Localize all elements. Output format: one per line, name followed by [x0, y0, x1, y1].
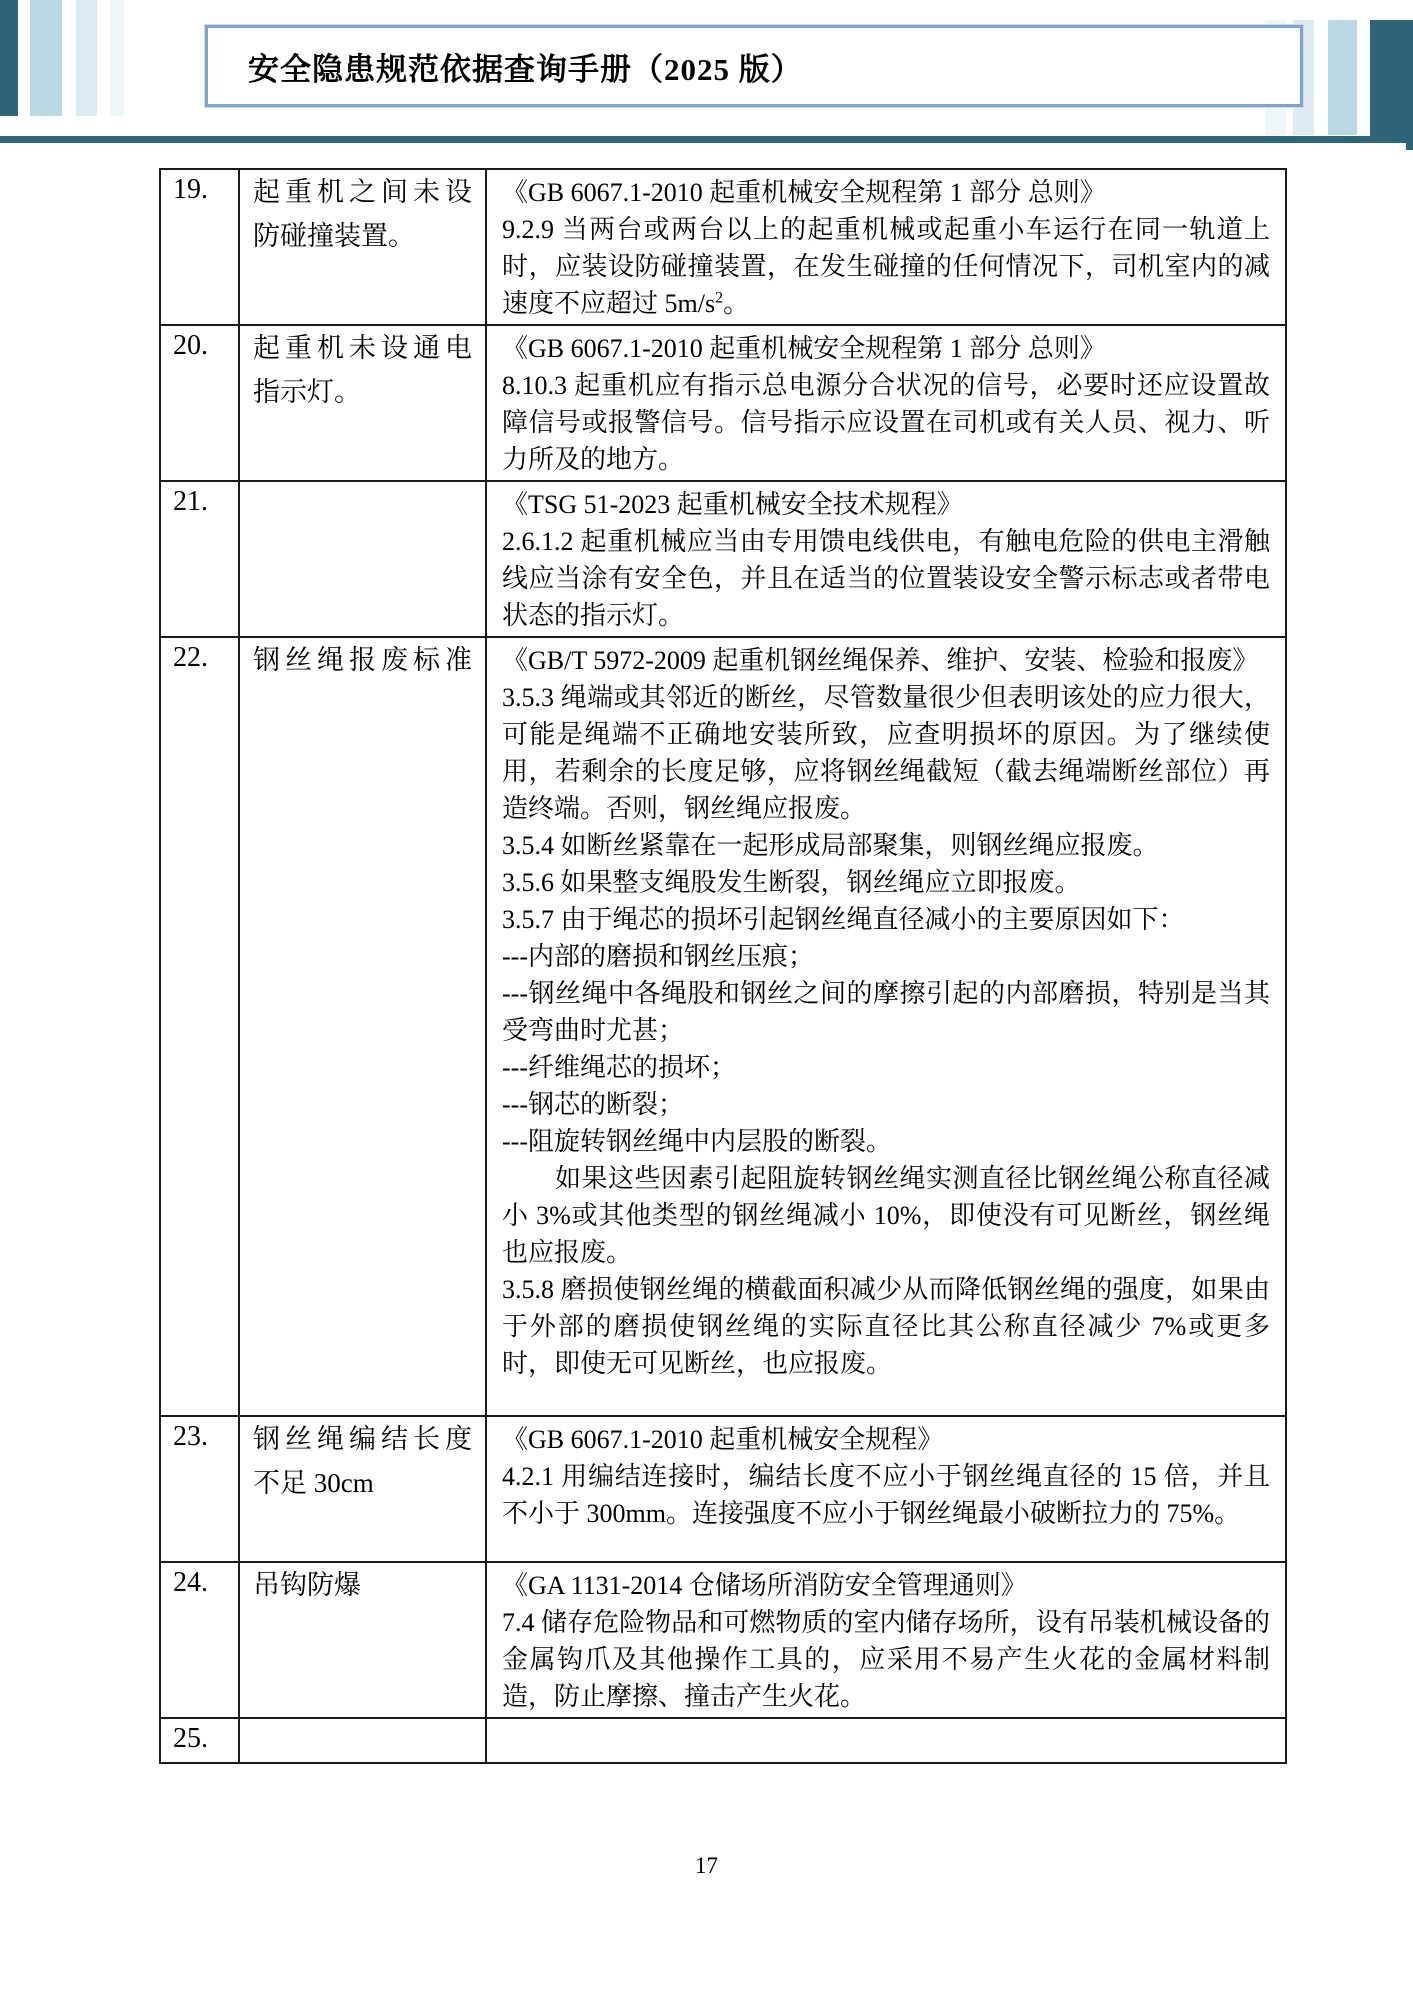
basis-paragraph: 4.2.1 用编结连接时，编结长度不应小于钢丝绳直径的 15 倍，并且不小于 300mm。连接强度不应小于钢丝绳最小破断拉力的 75%。	[502, 1462, 1270, 1528]
hazard-line: 指示灯。	[253, 377, 361, 407]
hazard-line: 起重机之间未设	[253, 177, 472, 207]
row-number: 21.	[160, 481, 239, 637]
basis-cell	[486, 1562, 1286, 1718]
basis-paragraph: 3.5.4 如断丝紧靠在一起形成局部聚集，则钢丝绳应报废。	[502, 831, 1159, 860]
basis-paragraph: ---阻旋转钢丝绳中内层股的断裂。	[502, 1127, 892, 1156]
header-stripe-right-1	[1328, 20, 1357, 135]
row-number: 19.	[160, 169, 239, 325]
basis-paragraph: 3.5.8 磨损使钢丝绳的横截面积减少从而降低钢丝绳的强度，如果由于外部的磨损使钢丝绳的实际直径比其公称直径减少 7%或更多时，即使无可见断丝，也应报废。	[502, 1275, 1270, 1378]
table-row-21	[160, 481, 1286, 637]
basis-paragraph: 8.10.3 起重机应有指示总电源分合状况的信号，必要时还应设置故障信号或报警信号。信号指示应设置在司机或有关人员、视力、听力所及的地方。	[502, 371, 1270, 474]
page-title: 安全隐患规范依据查询手册（2025 版）	[248, 51, 803, 87]
basis-cell	[486, 1718, 1286, 1763]
basis-cell	[486, 637, 1286, 1416]
basis-paragraph: 2.6.1.2 起重机械应当由专用馈电线供电，有触电危险的供电主滑触线应当涂有安全色，并且在适当的位置装设安全警示标志或者带电状态的指示灯。	[502, 527, 1270, 630]
header-accent-block-left	[0, 0, 18, 116]
header-stripe-left-1	[30, 0, 62, 116]
basis-cell	[486, 1416, 1286, 1562]
row-number: 20.	[160, 325, 239, 481]
row-number: 24.	[160, 1562, 239, 1718]
hazard-line: 吊钩防爆	[253, 1570, 361, 1600]
basis-cell	[486, 481, 1286, 637]
table-row-23	[160, 1416, 1286, 1562]
hazard-cell	[239, 481, 486, 637]
basis-paragraph: ---内部的磨损和钢丝压痕；	[502, 942, 814, 971]
hazard-cell	[239, 1562, 486, 1718]
table-row-25	[160, 1718, 1286, 1763]
header-stripe-left-2	[76, 0, 97, 116]
basis-paragraph: ---钢丝绳中各绳股和钢丝之间的摩擦引起的内部磨损，特别是当其受弯曲时尤甚；	[502, 979, 1270, 1045]
standard-title: 《GB 6067.1-2010 起重机械安全规程第 1 部分 总则》	[502, 178, 1106, 207]
header-divider-band	[0, 136, 1413, 143]
hazard-regulation-table	[159, 168, 1287, 1764]
basis-paragraph: 如果这些因素引起阻旋转钢丝绳实测直径比钢丝绳公称直径减小 3%或其他类型的钢丝绳减小 10%，即使没有可见断丝，钢丝绳也应报废。	[502, 1164, 1270, 1267]
hazard-cell	[239, 169, 486, 325]
row-number: 25.	[160, 1718, 239, 1763]
table-row-22	[160, 637, 1286, 1416]
basis-paragraph: 7.4 储存危险物品和可燃物质的室内储存场所，设有吊装机械设备的金属钩爪及其他操作工具的，应采用不易产生火花的金属材料制造，防止摩擦、撞击产生火花。	[502, 1608, 1270, 1711]
header-divider-notch	[1406, 143, 1413, 150]
hazard-line: 起重机未设通电	[253, 333, 472, 363]
standard-title: 《GB 6067.1-2010 起重机械安全规程》	[502, 1425, 944, 1454]
basis-paragraph: ---纤维绳芯的损坏；	[502, 1053, 736, 1082]
header-stripe-left-3	[110, 0, 124, 116]
superscript: 2	[715, 289, 724, 307]
hazard-line: 防碰撞装置。	[253, 221, 415, 251]
hazard-cell	[239, 325, 486, 481]
basis-paragraph: 9.2.9 当两台或两台以上的起重机械或起重小车运行在同一轨道上时，应装设防碰撞装置，在发生碰撞的任何情况下，司机室内的减速度不应超过 $5m/s^2$。	[502, 215, 1270, 318]
standard-title: 《GB 6067.1-2010 起重机械安全规程第 1 部分 总则》	[502, 334, 1106, 363]
standard-title: 《GA 1131-2014 仓储场所消防安全管理通则》	[502, 1571, 1027, 1600]
basis-paragraph: 3.5.3 绳端或其邻近的断丝，尽管数量很少但表明该处的应力很大，可能是绳端不正确地安装所致，应查明损坏的原因。为了继续使用，若剩余的长度足够，应将钢丝绳截短（截去绳端断丝部位）再造终端。否则，钢丝绳应报废。	[502, 683, 1270, 823]
basis-cell	[486, 169, 1286, 325]
basis-paragraph: 3.5.6 如果整支绳股发生断裂，钢丝绳应立即报废。	[502, 868, 1081, 897]
header-accent-block-right	[1370, 20, 1413, 143]
standard-title: 《GB/T 5972-2009 起重机钢丝绳保养、维护、安装、检验和报废》	[502, 646, 1259, 675]
page-number: 17	[695, 1853, 718, 1878]
hazard-line: 钢丝绳报废标准	[253, 645, 472, 675]
standard-title: 《TSG 51-2023 起重机械安全技术规程》	[502, 490, 963, 519]
basis-paragraph: 3.5.7 由于绳芯的损坏引起钢丝绳直径减小的主要原因如下：	[502, 905, 1185, 934]
hazard-line: 不足 30cm	[253, 1468, 374, 1498]
table-row-20	[160, 325, 1286, 481]
row-number: 23.	[160, 1416, 239, 1562]
hazard-cell	[239, 1416, 486, 1562]
table-row-19	[160, 169, 1286, 325]
basis-cell	[486, 325, 1286, 481]
header-title-box	[205, 25, 1303, 107]
hazard-cell	[239, 637, 486, 1416]
hazard-line: 钢丝绳编结长度	[253, 1424, 472, 1454]
table-row-24	[160, 1562, 1286, 1718]
row-number: 22.	[160, 637, 239, 1416]
hazard-cell	[239, 1718, 486, 1763]
basis-paragraph: ---钢芯的断裂；	[502, 1090, 684, 1119]
